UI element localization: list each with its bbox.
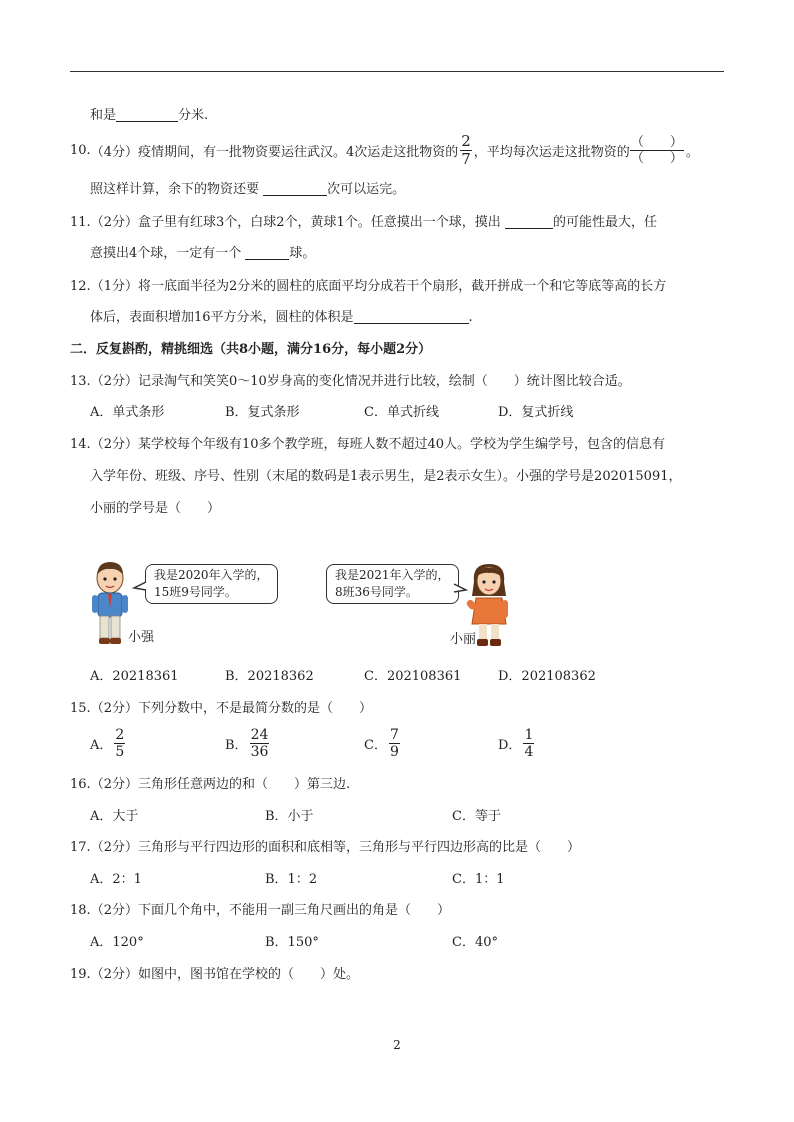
q19-number: 19. [70,967,91,982]
section-2-title: 二．反复斟酌，精挑细选（共8小题，满分16分，每小题2分） [70,342,432,357]
q15-option-a-fraction [114,728,125,759]
q15-b-num: 24 [250,726,269,743]
q18-number: 18. [70,903,91,918]
q10-line2 [90,178,405,197]
q9-tail [90,104,208,123]
q10-fraction [460,131,472,168]
q15-b-den: 36 [250,743,269,760]
boy-illustration [88,558,132,650]
q15-d-den: 4 [524,743,534,760]
q12-line2a: 体后，表面积增加16平方分米，圆柱的体积是 [90,310,354,325]
q12-answer-blank[interactable] [354,309,469,324]
q12-text1: 将一底面半径为2分米的圆柱的底面平均分成若干个扇形，截开拼成一个和它等底等高的长方 [137,279,667,294]
q10-answer-denominator[interactable]: （ ） [630,150,683,166]
q11-line2b: 球。 [289,246,316,261]
q18-score: （2分） [90,903,138,918]
header-rule [70,71,724,72]
q18-option-c[interactable]: C．40° [452,935,498,950]
q15-option-b-fraction [250,728,270,759]
q11-text1: 盒子里有红球3个，白球2个，黄球1个。任意摸出一个球，摸出 [137,215,501,230]
q15-a-num: 2 [115,726,125,743]
q15-c-den: 9 [389,743,399,760]
q11-text2: 的可能性最大，任 [552,215,657,230]
q13-option-b[interactable]: B．复式条形 [225,405,300,420]
q14-line1 [70,433,665,452]
q10-frac-denominator: 7 [461,149,471,168]
q14-score: （2分） [90,437,138,452]
q11-answer-blank-2[interactable] [245,245,289,260]
q13-text: 记录淘气和笑笑0～10岁身高的变化情况并进行比较，绘制（ ）统计图比较合适。 [137,374,631,389]
q13-option-c[interactable]: C．单式折线 [364,405,439,420]
q9-prefix: 和是 [90,108,117,123]
q10-end: 。 [685,144,699,160]
boy-bubble-line2: 15班9号同学。 [154,585,237,599]
girl-bubble-line1: 我是2021年入学的， [335,568,450,582]
q13-number: 13. [70,374,91,389]
q12-line2 [90,306,473,325]
q10-line1 [70,132,699,168]
q13-stem [70,370,631,389]
q18-stem [70,899,450,918]
q11-answer-blank-1[interactable] [505,214,553,229]
q15-option-b-label: B． [225,737,248,753]
boy-speech-bubble [145,564,278,604]
q10-answer-fraction[interactable] [630,136,684,165]
q15-option-d[interactable] [498,724,536,762]
q15-option-a[interactable] [90,724,127,762]
q13-option-a[interactable]: A．单式条形 [90,405,165,420]
q16-stem [70,773,350,792]
q11-line2a: 意摸出4个球，一定有一个 [90,246,242,261]
q16-option-c[interactable]: C．等于 [452,809,501,824]
q12-line1 [70,275,666,294]
girl-speech-bubble [326,564,459,604]
q15-d-num: 1 [524,726,534,743]
q9-suffix: 分米. [178,108,209,123]
boy-bubble-tail [132,580,148,594]
q16-option-a[interactable]: A．大于 [90,809,139,824]
q12-number: 12. [70,279,91,294]
q18-text: 下面几个角中，不能用一副三角尺画出的角是（ ） [137,903,450,918]
q17-stem [70,836,580,855]
q16-text: 三角形任意两边的和（ ）第三边. [137,777,351,792]
girl-name-caption: 小丽 [450,632,477,647]
q13-score: （2分） [90,374,138,389]
q10-line2b: 次可以运完。 [327,182,406,197]
q19-text: 如图中，图书馆在学校的（ ）处。 [137,967,359,982]
q18-option-b[interactable]: B．150° [265,935,319,950]
page-number: 2 [393,1038,401,1052]
q9-answer-blank[interactable] [116,107,178,122]
q11-score: （2分） [90,215,138,230]
q16-number: 16. [70,777,91,792]
q13-option-d[interactable]: D．复式折线 [498,405,574,420]
q15-number: 15. [70,701,91,716]
q16-option-b[interactable]: B．小于 [265,809,314,824]
q14-line2: 入学年份、班级、序号、性别（末尾的数码是1表示男生，是2表示女生）。小强的学号是202015091， [90,469,682,484]
q12-line2b: . [468,310,473,325]
q10-answer-numerator[interactable]: （ ） [630,134,683,150]
q12-score: （1分） [90,279,138,294]
q11-line2 [90,242,315,261]
boy-name-caption: 小强 [128,630,155,645]
q15-option-c-fraction [389,728,400,759]
q11-line1 [70,211,657,230]
q17-option-c[interactable]: C．1：1 [452,872,505,887]
q15-option-d-fraction [523,728,534,759]
q16-score: （2分） [90,777,138,792]
q10-line2a: 照这样计算，余下的物资还要 [90,182,260,197]
q17-option-a[interactable]: A．2：1 [90,872,142,887]
q15-option-b[interactable] [225,724,271,762]
q10-answer-blank[interactable] [263,181,327,196]
q15-option-c[interactable] [364,724,402,762]
q15-option-a-label: A． [90,737,113,753]
q17-score: （2分） [90,840,138,855]
q15-a-den: 5 [115,743,125,760]
q10-text2: ，平均每次运走这批物资的 [473,144,630,160]
q14-option-c[interactable]: C．202108361 [364,669,462,684]
q19-stem [70,963,359,982]
q10-frac-numerator: 2 [461,131,471,150]
q15-c-num: 7 [389,726,399,743]
q14-number: 14. [70,437,91,452]
q15-score: （2分） [90,701,138,716]
q17-number: 17. [70,840,91,855]
q15-stem [70,697,372,716]
q15-option-c-label: C． [364,737,387,753]
q17-text: 三角形与平行四边形的面积和底相等，三角形与平行四边形高的比是（ ） [137,840,580,855]
q11-number: 11. [70,215,91,230]
q14-line3: 小丽的学号是（ ） [90,501,221,516]
q14-text1: 某学校每个年级有10多个教学班，每班人数不超过40人。学校为学生编学号，包含的信息有 [137,437,666,452]
q14-option-b[interactable]: B．20218362 [225,669,314,684]
q10-text1: 疫情期间，有一批物资要运往武汉。4次运走这批物资的 [137,144,459,160]
q10-number: 10. [70,142,91,158]
boy-bubble-line1: 我是2020年入学的， [154,568,269,582]
q15-option-d-label: D． [498,737,522,753]
q10-score: （4分） [90,144,138,160]
q19-score: （2分） [90,967,138,982]
q14-option-d[interactable]: D．202108362 [498,669,596,684]
girl-bubble-line2: 8班36号同学。 [335,585,418,599]
q18-option-a[interactable]: A．120° [90,935,144,950]
q14-option-a[interactable]: A．20218361 [90,669,179,684]
q17-option-b[interactable]: B．1：2 [265,872,318,887]
q15-text: 下列分数中，不是最简分数的是（ ） [137,701,372,716]
